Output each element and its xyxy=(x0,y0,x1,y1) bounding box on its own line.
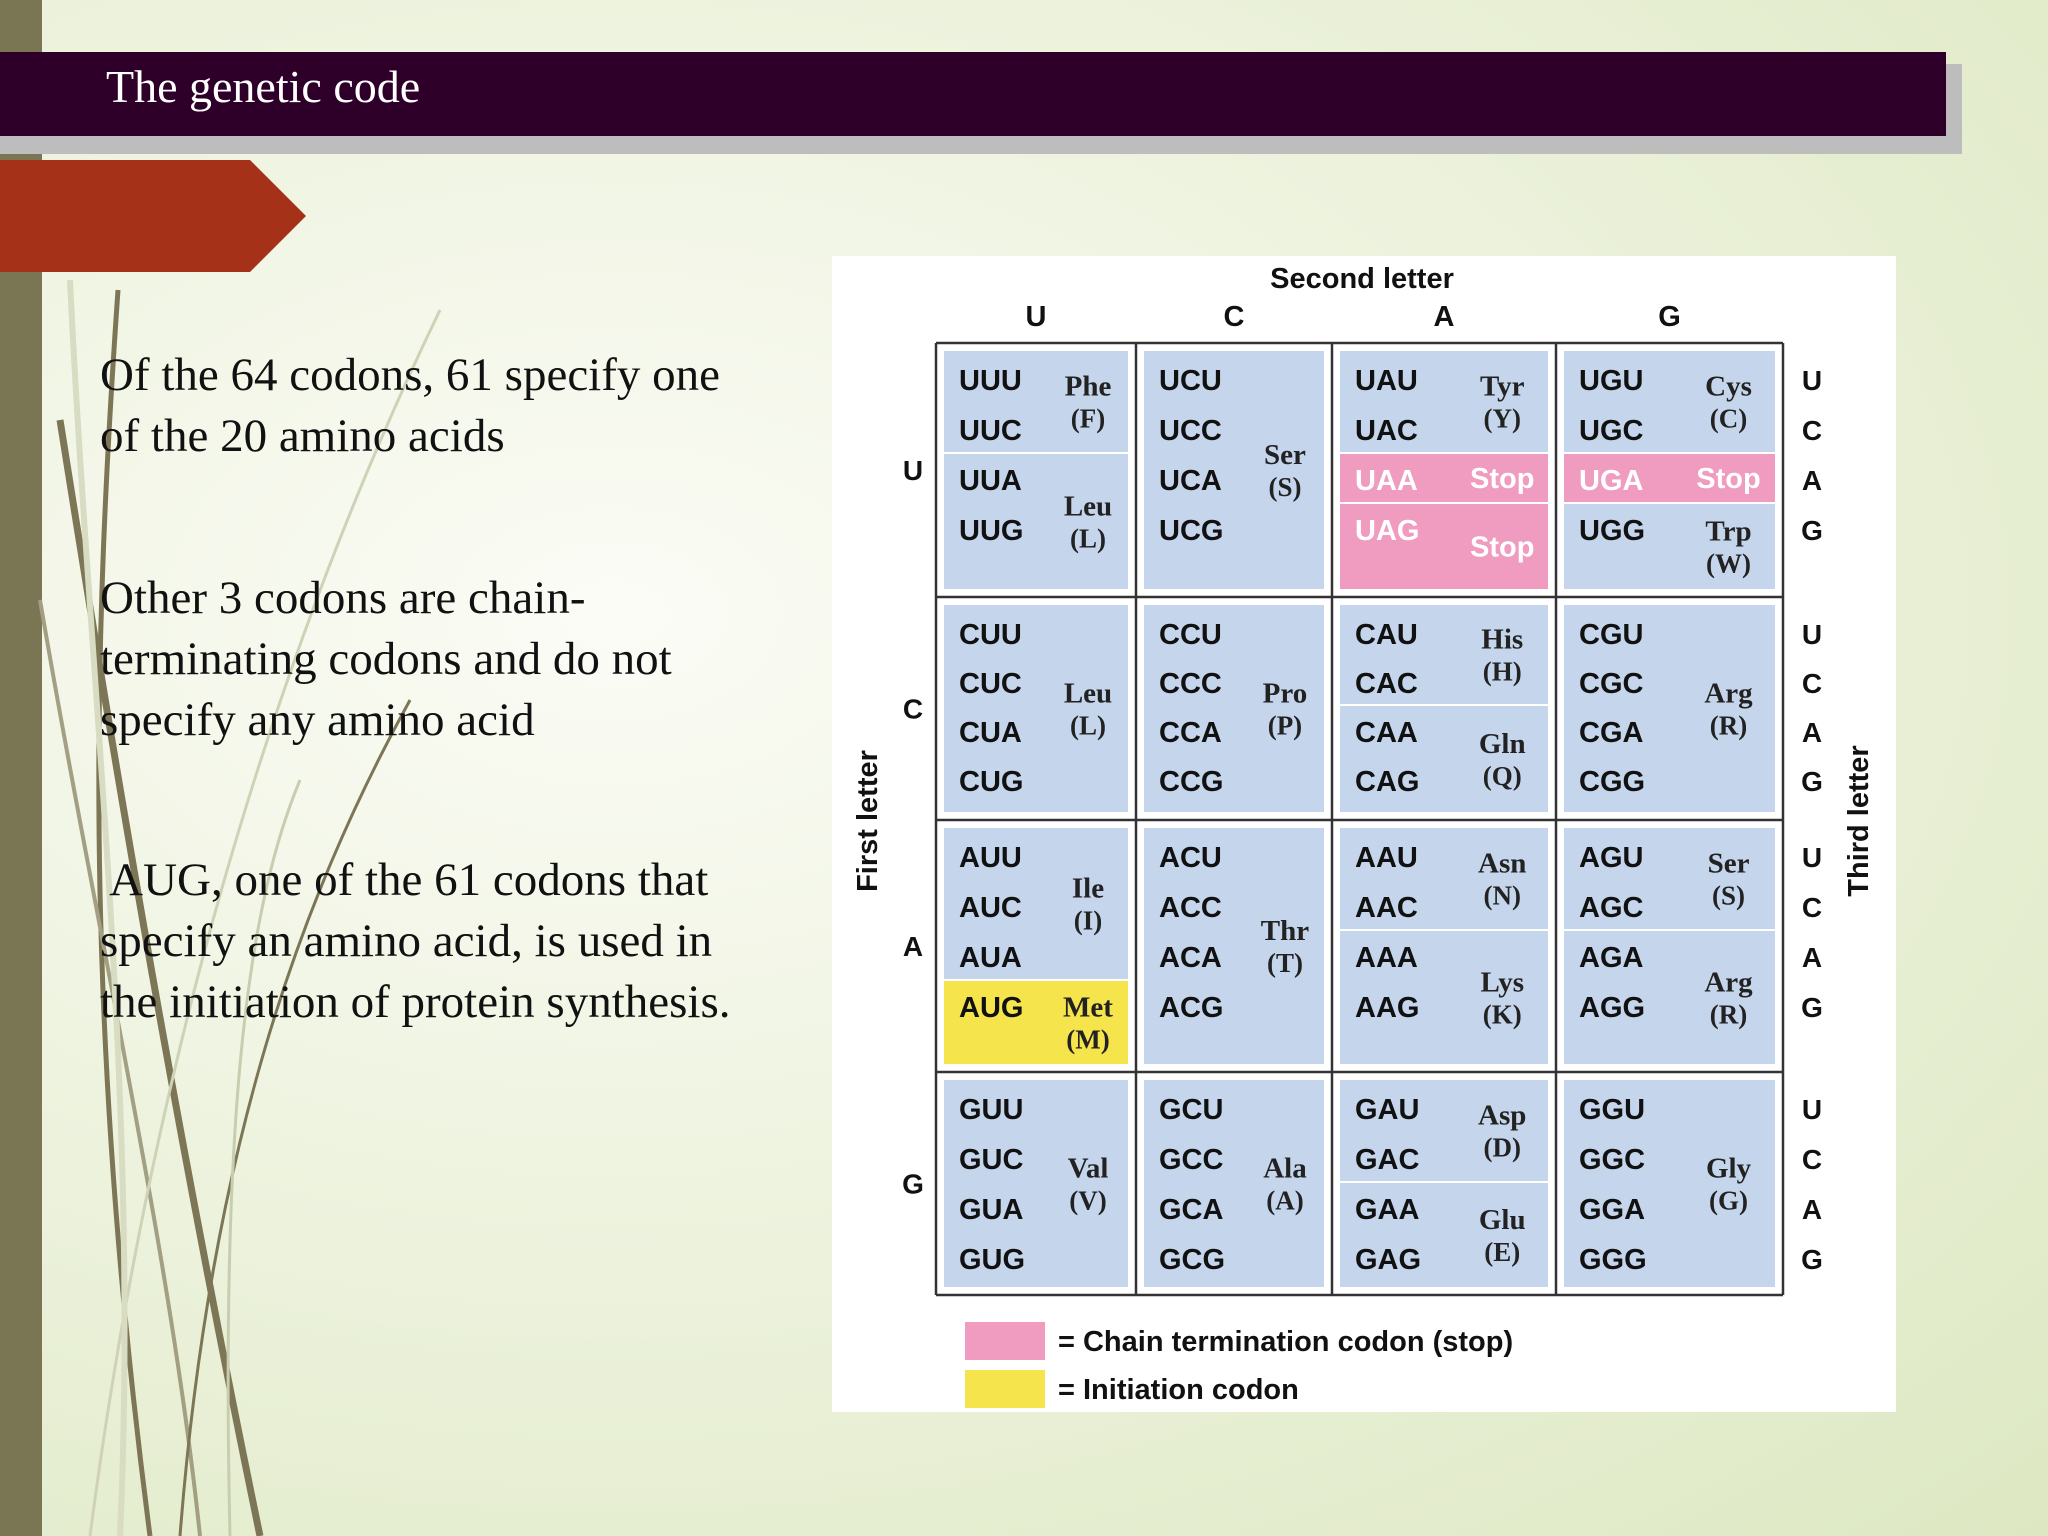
amino-acid-abbr: (A) xyxy=(1266,1185,1304,1216)
stop-label: Stop xyxy=(1696,463,1761,495)
paragraph-line: specify an amino acid, is used in xyxy=(100,915,713,967)
codon: CAA xyxy=(1355,717,1418,749)
third-letter-C: C xyxy=(1801,415,1823,446)
codon: AGU xyxy=(1579,842,1644,874)
amino-acid-abbr: (I) xyxy=(1073,905,1103,936)
codon: CGU xyxy=(1579,619,1644,651)
stop-label: Stop xyxy=(1470,531,1535,564)
codon: GAA xyxy=(1355,1194,1420,1226)
third-letter-C: C xyxy=(1801,1144,1823,1175)
amino-acid-abbr: (D) xyxy=(1483,1132,1521,1163)
codon: UUC xyxy=(959,415,1022,447)
third-letter-U: U xyxy=(1801,619,1823,650)
second-letter-G: G xyxy=(1658,301,1681,333)
amino-acid-name: Ile xyxy=(1071,872,1105,905)
codon: CUG xyxy=(959,766,1024,798)
amino-acid-name: Arg xyxy=(1704,677,1753,710)
codon: CAU xyxy=(1355,619,1418,651)
codon: UCU xyxy=(1159,365,1222,397)
codon: GGC xyxy=(1579,1144,1646,1176)
first-letter-C: C xyxy=(902,693,924,725)
codon: GUA xyxy=(959,1194,1024,1226)
codon: ACC xyxy=(1159,892,1222,924)
amino-acid-name: Ala xyxy=(1263,1152,1307,1185)
legend-stop-swatch xyxy=(965,1322,1045,1360)
slide-title: The genetic code xyxy=(106,61,421,112)
amino-acid-name: Pro xyxy=(1262,677,1308,710)
stop-label: Stop xyxy=(1470,463,1535,495)
codon: AUA xyxy=(959,942,1022,974)
codon: AAC xyxy=(1355,892,1418,924)
codon: CCC xyxy=(1159,668,1222,700)
codon: UCG xyxy=(1159,515,1224,547)
amino-acid-name: Lys xyxy=(1480,966,1525,999)
genetic-code-table xyxy=(832,256,1896,1412)
codon: GGA xyxy=(1579,1194,1646,1226)
codon: GUU xyxy=(959,1094,1024,1126)
codon: GAC xyxy=(1355,1144,1420,1176)
amino-acid-name: Tyr xyxy=(1479,370,1525,403)
amino-acid-abbr: (Y) xyxy=(1483,403,1521,434)
amino-acid-abbr: (C) xyxy=(1709,403,1748,434)
amino-acid-name: Leu xyxy=(1063,490,1113,523)
amino-acid-abbr: (K) xyxy=(1482,999,1522,1030)
amino-acid-name: Asn xyxy=(1478,847,1527,880)
codon: UAC xyxy=(1355,415,1418,447)
amino-acid-name: Val xyxy=(1067,1152,1109,1185)
amino-acid-name: Phe xyxy=(1064,370,1112,403)
codon: AUC xyxy=(959,892,1022,924)
codon: GCU xyxy=(1159,1094,1224,1126)
legend-label: = Chain termination codon (stop) xyxy=(1058,1326,1514,1358)
paragraph-line: Of the 64 codons, 61 specify one xyxy=(100,349,720,401)
legend-start-swatch xyxy=(965,1370,1045,1408)
amino-acid-abbr: (M) xyxy=(1066,1024,1110,1055)
codon: CUA xyxy=(959,717,1022,749)
amino-acid-abbr: (L) xyxy=(1070,710,1106,741)
codon: ACA xyxy=(1159,942,1222,974)
amino-acid-name: Cys xyxy=(1705,370,1752,403)
codon: AGC xyxy=(1579,892,1644,924)
codon: GCC xyxy=(1159,1144,1224,1176)
amino-acid-name: Thr xyxy=(1260,915,1310,947)
third-letter-G: G xyxy=(1801,992,1823,1023)
red-arrow-shape xyxy=(0,160,310,272)
amino-acid-abbr: (E) xyxy=(1484,1237,1521,1267)
codon: CAC xyxy=(1355,668,1418,700)
codon: GAG xyxy=(1355,1244,1422,1276)
amino-acid-name: Glu xyxy=(1478,1204,1526,1236)
codon: UAG xyxy=(1355,515,1420,547)
paragraph-line: the initiation of protein synthesis. xyxy=(100,976,731,1028)
amino-acid-abbr: (S) xyxy=(1712,880,1746,911)
codon: UUG xyxy=(959,515,1024,547)
codon: AGG xyxy=(1579,992,1646,1024)
paragraph-line: of the 20 amino acids xyxy=(100,410,505,462)
amino-acid-abbr: (L) xyxy=(1070,523,1106,554)
codon: UGC xyxy=(1579,415,1644,447)
third-letter-A: A xyxy=(1801,942,1823,973)
codon: UGG xyxy=(1579,515,1646,547)
paragraph-line: AUG, one of the 61 codons that xyxy=(100,854,709,906)
codon: CCG xyxy=(1159,766,1224,798)
paragraph-line: specify any amino acid xyxy=(100,694,535,746)
codon: GCG xyxy=(1159,1244,1226,1276)
first-letter-A: A xyxy=(902,931,924,962)
third-letter-A: A xyxy=(1801,717,1823,748)
codon: UCC xyxy=(1159,415,1222,447)
amino-acid-abbr: (G) xyxy=(1709,1185,1749,1216)
third-letter-A: A xyxy=(1801,465,1823,496)
paragraph-3 xyxy=(100,850,820,1033)
amino-acid-name: Ser xyxy=(1264,439,1306,471)
codon: GAU xyxy=(1355,1094,1420,1126)
codon: CCA xyxy=(1159,717,1222,749)
codon: GGU xyxy=(1579,1094,1646,1126)
codon: CUU xyxy=(959,619,1022,651)
amino-acid-abbr: (N) xyxy=(1483,880,1521,911)
first-letter-label: First letter xyxy=(852,750,884,892)
codon: GCA xyxy=(1159,1194,1224,1226)
second-letter-U: U xyxy=(1025,301,1047,333)
second-letter-C: C xyxy=(1223,301,1245,333)
third-letter-G: G xyxy=(1801,515,1823,546)
third-letter-U: U xyxy=(1801,365,1823,396)
third-letter-C: C xyxy=(1801,668,1823,699)
second-letter-label: Second letter xyxy=(1270,263,1454,295)
codon: CUC xyxy=(959,668,1022,700)
codon: GGG xyxy=(1579,1244,1647,1276)
codon: UGA xyxy=(1579,465,1644,497)
third-letter-U: U xyxy=(1801,842,1823,873)
codon: CGA xyxy=(1579,717,1644,749)
amino-acid-abbr: (W) xyxy=(1706,548,1752,579)
amino-acid-abbr: (H) xyxy=(1482,656,1522,687)
codon: AAA xyxy=(1355,942,1418,974)
amino-acid-abbr: (R) xyxy=(1709,999,1748,1030)
codon: AGA xyxy=(1579,942,1644,974)
first-letter-U: U xyxy=(902,455,924,486)
amino-acid-abbr: (S) xyxy=(1268,472,1302,502)
third-letter-U: U xyxy=(1801,1094,1823,1125)
codon: ACU xyxy=(1159,842,1222,874)
paragraph-1 xyxy=(100,345,820,467)
codon: UAA xyxy=(1355,465,1418,497)
third-letter-C: C xyxy=(1801,892,1823,923)
codon: GUC xyxy=(959,1144,1024,1176)
amino-acid-name: Met xyxy=(1063,991,1113,1024)
legend-label: = Initiation codon xyxy=(1058,1374,1299,1406)
codon: UCA xyxy=(1159,465,1222,497)
amino-acid-name: Gly xyxy=(1705,1152,1752,1185)
second-letter-A: A xyxy=(1433,301,1455,333)
codon: AAG xyxy=(1355,992,1420,1024)
paragraph-2 xyxy=(100,568,820,751)
codon: CGG xyxy=(1579,766,1646,798)
amino-acid-abbr: (F) xyxy=(1070,403,1106,434)
third-letter-G: G xyxy=(1801,766,1823,797)
amino-acid-abbr: (R) xyxy=(1709,710,1748,741)
codon: AUU xyxy=(959,842,1022,874)
amino-acid-name: His xyxy=(1481,623,1524,656)
amino-acid-name: Gln xyxy=(1478,728,1526,760)
third-letter-label: Third letter xyxy=(1843,745,1875,897)
amino-acid-abbr: (P) xyxy=(1267,710,1303,741)
codon: CAG xyxy=(1355,766,1420,798)
amino-acid-name: Ser xyxy=(1707,847,1750,880)
amino-acid-name: Leu xyxy=(1063,677,1113,710)
codon: UUA xyxy=(959,465,1022,497)
codon: CGC xyxy=(1579,668,1644,700)
amino-acid-abbr: (Q) xyxy=(1482,761,1522,791)
codon: AAU xyxy=(1355,842,1418,874)
amino-acid-name: Trp xyxy=(1705,515,1752,548)
codon: ACG xyxy=(1159,992,1224,1024)
codon: UGU xyxy=(1579,365,1644,397)
amino-acid-abbr: (V) xyxy=(1069,1185,1107,1216)
codon: UUU xyxy=(959,365,1022,397)
codon: CCU xyxy=(1159,619,1222,651)
codon: GUG xyxy=(959,1244,1026,1276)
amino-acid-name: Arg xyxy=(1704,966,1753,999)
paragraph-line: Other 3 codons are chain- xyxy=(100,572,586,624)
codon: AUG xyxy=(959,992,1024,1024)
third-letter-G: G xyxy=(1801,1244,1823,1275)
codon: UAU xyxy=(1355,365,1418,397)
amino-acid-abbr: (T) xyxy=(1266,948,1303,978)
amino-acid-name: Asp xyxy=(1478,1099,1527,1132)
third-letter-A: A xyxy=(1801,1194,1823,1225)
first-letter-G: G xyxy=(902,1168,924,1200)
paragraph-line: terminating codons and do not xyxy=(100,633,672,685)
